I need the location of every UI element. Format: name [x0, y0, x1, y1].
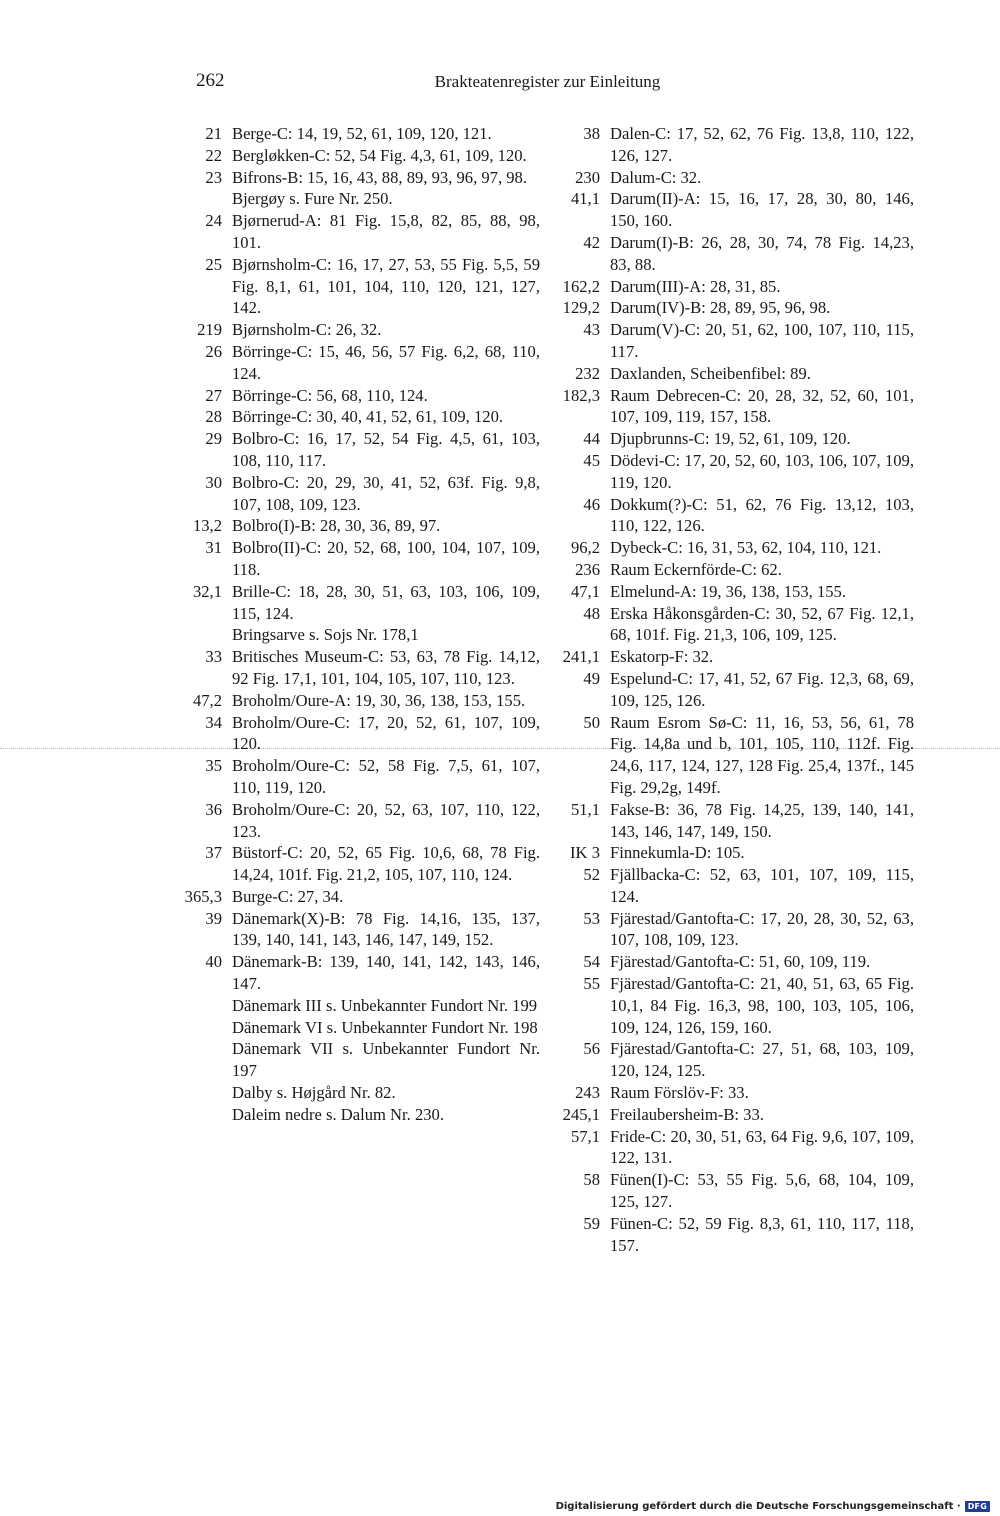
entry-number: 30	[205, 472, 222, 492]
index-entry	[178, 472, 540, 516]
entry-text: Dalum-C: 32.	[610, 167, 702, 187]
entry-text: Daxlanden, Scheibenfibel: 89.	[610, 363, 811, 383]
entry-number: 43	[583, 320, 600, 340]
entry-number: 48	[583, 603, 600, 623]
entry-number: 59	[583, 1213, 600, 1233]
entry-text: Börringe-C: 30, 40, 41, 52, 61, 109, 120.	[232, 407, 504, 427]
entry-number: 41,1	[570, 189, 600, 209]
index-entry	[178, 646, 540, 690]
entry-number: 245,1	[562, 1104, 600, 1124]
index-entry	[178, 515, 540, 537]
entry-text: Fjärestad/Gantofta-C: 51, 60, 109, 119.	[610, 952, 871, 972]
entry-text: Bergløkken-C: 52, 54 Fig. 4,3, 61, 109, 120.	[232, 145, 527, 165]
entry-number: 162,2	[562, 276, 600, 296]
footer-text: Digitalisierung gefördert durch die Deutsche Forschungsgemeinschaft ·	[555, 1501, 961, 1512]
index-entry	[178, 799, 540, 843]
index-entry	[548, 908, 914, 952]
index-entry	[178, 886, 540, 908]
entry-number: 22	[205, 145, 222, 165]
index-entry	[178, 254, 540, 319]
entry-text: Darum(II)-A: 15, 16, 17, 28, 30, 80, 146, 150, 160.	[610, 189, 914, 231]
entry-number: 55	[583, 974, 600, 994]
entry-number: 32,1	[192, 581, 222, 601]
entry-number: 236	[575, 559, 600, 579]
index-entry	[548, 603, 914, 647]
entry-number: 25	[205, 254, 222, 274]
index-entry	[548, 276, 914, 298]
index-entry	[178, 341, 540, 385]
entry-number: 57,1	[570, 1126, 600, 1146]
entry-text: Bringsarve s. Sojs Nr. 178,1	[232, 625, 419, 645]
index-entry	[178, 385, 540, 407]
index-entry	[548, 951, 914, 973]
entry-number: 49	[583, 668, 600, 688]
entry-number: 45	[583, 450, 600, 470]
index-entry	[178, 995, 540, 1017]
index-entry	[178, 123, 540, 145]
index-entry	[548, 385, 914, 429]
index-entry	[548, 581, 914, 603]
index-entry	[548, 232, 914, 276]
entry-text: Erska Håkonsgården-C: 30, 52, 67 Fig. 12,1, 68, 101f. Fig. 21,3, 106, 109, 125.	[610, 603, 914, 645]
entry-text: Fjärestad/Gantofta-C: 27, 51, 68, 103, 109, 120, 124, 125.	[610, 1039, 914, 1081]
entry-text: Broholm/Oure-C: 52, 58 Fig. 7,5, 61, 107, 110, 119, 120.	[232, 756, 540, 797]
index-entry	[548, 123, 914, 167]
dfg-logo: DFG	[965, 1501, 990, 1512]
index-entry	[548, 842, 914, 864]
index-entry	[178, 319, 540, 341]
entry-number: 54	[583, 952, 600, 972]
entry-text: Djupbrunns-C: 19, 52, 61, 109, 120.	[610, 429, 851, 449]
entry-number: 33	[205, 647, 222, 667]
entry-text: Darum(V)-C: 20, 51, 62, 100, 107, 110, 115, 117.	[610, 320, 914, 361]
index-entry	[548, 494, 914, 538]
entry-number: 56	[583, 1039, 600, 1059]
entry-text: Brille-C: 18, 28, 30, 51, 63, 103, 106, 109, 115, 124.	[232, 581, 540, 623]
index-entry	[178, 1017, 540, 1039]
entry-text: Fünen-C: 52, 59 Fig. 8,3, 61, 110, 117, 118, 157.	[610, 1213, 914, 1255]
entry-number: 36	[205, 799, 222, 819]
index-entry	[548, 668, 914, 712]
entry-number: 219	[197, 320, 222, 340]
entry-text: Börringe-C: 15, 46, 56, 57 Fig. 6,2, 68, 110, 124.	[232, 341, 540, 383]
entry-text: Börringe-C: 56, 68, 110, 124.	[232, 385, 428, 405]
entry-text: Dänemark VII s. Unbekannter Fundort Nr. 197	[232, 1039, 540, 1081]
entry-text: Raum Debrecen-C: 20, 28, 32, 52, 60, 101, 107, 109, 119, 157, 158.	[610, 385, 914, 427]
index-entry	[178, 712, 540, 756]
entry-number: 40	[205, 952, 222, 972]
entry-text: Dänemark VI s. Unbekannter Fundort Nr. 198	[232, 1017, 538, 1037]
entry-number: 47,1	[570, 581, 600, 601]
index-entry	[548, 297, 914, 319]
entry-number: 34	[205, 712, 222, 732]
index-entry	[178, 624, 540, 646]
entry-text: Elmelund-A: 19, 36, 138, 153, 155.	[610, 581, 846, 601]
index-entry	[548, 1038, 914, 1082]
entry-number: 13,2	[192, 516, 222, 536]
page-number: 262	[196, 70, 225, 91]
right-column	[548, 123, 914, 1256]
index-entry	[548, 799, 914, 843]
index-entry	[548, 1126, 914, 1170]
entry-text: Daleim nedre s. Dalum Nr. 230.	[232, 1104, 444, 1124]
index-entry	[548, 1104, 914, 1126]
index-entry	[178, 145, 540, 167]
index-entry	[548, 428, 914, 450]
entry-text: Bjergøy s. Fure Nr. 250.	[232, 189, 393, 209]
index-entry	[548, 559, 914, 581]
entry-number: 28	[205, 407, 222, 427]
entry-number: 47,2	[192, 690, 222, 710]
index-entry	[178, 428, 540, 472]
entry-number: 51,1	[570, 799, 600, 819]
entry-number: 50	[583, 712, 600, 732]
entry-number: 42	[583, 232, 600, 252]
entry-number: 241,1	[562, 647, 600, 667]
index-entry	[178, 581, 540, 625]
entry-text: Burge-C: 27, 34.	[232, 886, 344, 906]
left-column	[178, 123, 540, 1126]
entry-text: Raum Eckernförde-C: 62.	[610, 559, 782, 579]
entry-text: Broholm/Oure-C: 20, 52, 63, 107, 110, 122, 123.	[232, 799, 540, 841]
index-entry	[548, 450, 914, 494]
entry-text: Fjärestad/Gantofta-C: 21, 40, 51, 63, 65 Fig. 10,1, 84 Fig. 16,3, 98, 100, 103, 105, 106, 109, 124, 126, 159, 160.	[610, 974, 914, 1037]
entry-number: 29	[205, 429, 222, 449]
index-entry	[178, 1104, 540, 1126]
entry-text: Bolbro(II)-C: 20, 52, 68, 100, 104, 107, 109, 118.	[232, 538, 540, 579]
index-entry	[548, 188, 914, 232]
index-entry	[178, 167, 540, 189]
index-entry	[178, 690, 540, 712]
entry-number: 53	[583, 908, 600, 928]
index-entry	[548, 1213, 914, 1257]
entry-number: 27	[205, 385, 222, 405]
entry-text: Berge-C: 14, 19, 52, 61, 109, 120, 121.	[232, 124, 492, 143]
entry-number: 23	[205, 167, 222, 187]
index-entry	[178, 188, 540, 210]
entry-text: Bjørnerud-A: 81 Fig. 15,8, 82, 85, 88, 98, 101.	[232, 211, 540, 252]
entry-number: 31	[205, 538, 222, 558]
entry-text: Dödevi-C: 17, 20, 52, 60, 103, 106, 107, 109, 119, 120.	[610, 450, 914, 492]
index-entry	[178, 908, 540, 952]
entry-text: Dänemark(X)-B: 78 Fig. 14,16, 135, 137, 139, 140, 141, 143, 146, 147, 149, 152.	[232, 908, 540, 950]
entry-number: 232	[575, 363, 600, 383]
entry-text: Freilaubersheim-B: 33.	[610, 1104, 764, 1124]
footer	[556, 1501, 990, 1512]
entry-text: Bifrons-B: 15, 16, 43, 88, 89, 93, 96, 97, 98.	[232, 167, 528, 187]
entry-text: Darum(IV)-B: 28, 89, 95, 96, 98.	[610, 298, 831, 318]
entry-number: 46	[583, 494, 600, 514]
entry-text: Espelund-C: 17, 41, 52, 67 Fig. 12,3, 68, 69, 109, 125, 126.	[610, 668, 914, 710]
index-entry	[548, 319, 914, 363]
entry-number: 182,3	[562, 385, 600, 405]
index-entry	[548, 537, 914, 559]
entry-number: 35	[205, 756, 222, 776]
entry-number: 26	[205, 341, 222, 361]
entry-number: 96,2	[570, 538, 600, 558]
entry-number: 39	[205, 908, 222, 928]
entry-text: Bolbro(I)-B: 28, 30, 36, 89, 97.	[232, 516, 441, 536]
index-entry	[548, 1169, 914, 1213]
entry-text: Büstorf-C: 20, 52, 65 Fig. 10,6, 68, 78 Fig. 14,24, 101f. Fig. 21,2, 105, 107, 110, 124.	[232, 843, 540, 885]
entry-number: 38	[583, 124, 600, 143]
entry-text: Broholm/Oure-C: 17, 20, 52, 61, 107, 109, 120.	[232, 712, 540, 754]
index-entry	[548, 712, 914, 799]
entry-text: Fjärestad/Gantofta-C: 17, 20, 28, 30, 52, 63, 107, 108, 109, 123.	[610, 908, 914, 950]
entry-text: Dänemark III s. Unbekannter Fundort Nr. 199	[232, 995, 538, 1015]
index-entry	[178, 1082, 540, 1104]
entry-text: Britisches Museum-C: 53, 63, 78 Fig. 14,12, 92 Fig. 17,1, 101, 104, 105, 107, 110, 123.	[232, 647, 540, 688]
entry-text: Dalen-C: 17, 52, 62, 76 Fig. 13,8, 110, 122, 126, 127.	[610, 124, 914, 165]
entry-text: Dybeck-C: 16, 31, 53, 62, 104, 110, 121.	[610, 538, 882, 558]
index-entry	[548, 864, 914, 908]
entry-text: Bolbro-C: 16, 17, 52, 54 Fig. 4,5, 61, 103, 108, 110, 117.	[232, 429, 540, 470]
entry-number: 37	[205, 843, 222, 863]
entry-text: Dalby s. Højgård Nr. 82.	[232, 1083, 396, 1103]
entry-number: 129,2	[562, 298, 600, 318]
entry-text: Raum Esrom Sø-C: 11, 16, 53, 56, 61, 78 Fig. 14,8a und b, 101, 105, 110, 112f. Fig. 24,6, 117, 124, 127, 128 Fig. 25,4, 137f., 145 Fig. 29,2g, 149f.	[610, 712, 914, 797]
entry-text: Bjørnsholm-C: 16, 17, 27, 53, 55 Fig. 5,5, 59 Fig. 8,1, 61, 101, 104, 110, 120, 121, 127, 142.	[232, 254, 540, 318]
index-entry	[178, 842, 540, 886]
entry-number: 58	[583, 1170, 600, 1190]
entry-text: Fünen(I)-C: 53, 55 Fig. 5,6, 68, 104, 109, 125, 127.	[610, 1170, 914, 1212]
entry-text: Fjällbacka-C: 52, 63, 101, 107, 109, 115, 124.	[610, 865, 914, 906]
index-entry	[548, 646, 914, 668]
running-head: Brakteatenregister zur Einleitung	[434, 72, 661, 91]
entry-number: 243	[575, 1083, 600, 1103]
entry-number: 24	[205, 211, 222, 231]
entry-text: Broholm/Oure-A: 19, 30, 36, 138, 153, 155.	[232, 690, 526, 710]
entry-number: 52	[583, 865, 600, 885]
entry-number: 21	[205, 124, 222, 143]
index-entry	[548, 1082, 914, 1104]
entry-text: Bjørnsholm-C: 26, 32.	[232, 320, 382, 340]
entry-text: Finnekumla-D: 105.	[610, 843, 745, 863]
entry-number: 365,3	[184, 886, 222, 906]
index-entry	[178, 951, 540, 995]
entry-number: 44	[583, 429, 600, 449]
entry-text: Bolbro-C: 20, 29, 30, 41, 52, 63f. Fig. 9,8, 107, 108, 109, 123.	[232, 472, 540, 514]
entry-number: IK 3	[570, 843, 600, 863]
entry-text: Raum Förslöv-F: 33.	[610, 1083, 749, 1103]
index-entry	[178, 1038, 540, 1082]
entry-number: 230	[575, 167, 600, 187]
entry-text: Darum(III)-A: 28, 31, 85.	[610, 276, 781, 296]
entry-text: Eskatorp-F: 32.	[610, 647, 714, 667]
index-entry	[548, 167, 914, 189]
index-entry	[548, 973, 914, 1038]
entry-text: Fakse-B: 36, 78 Fig. 14,25, 139, 140, 141, 143, 146, 147, 149, 150.	[610, 799, 914, 841]
entry-text: Fride-C: 20, 30, 51, 63, 64 Fig. 9,6, 107, 109, 122, 131.	[610, 1126, 914, 1168]
entry-text: Dokkum(?)-C: 51, 62, 76 Fig. 13,12, 103, 110, 122, 126.	[610, 494, 914, 536]
index-entry	[178, 537, 540, 581]
index-entry	[178, 755, 540, 799]
index-entry	[178, 406, 540, 428]
index-entry	[548, 363, 914, 385]
entry-text: Dänemark-B: 139, 140, 141, 142, 143, 146, 147.	[232, 952, 540, 994]
entry-text: Darum(I)-B: 26, 28, 30, 74, 78 Fig. 14,23, 83, 88.	[610, 232, 914, 274]
index-entry	[178, 210, 540, 254]
